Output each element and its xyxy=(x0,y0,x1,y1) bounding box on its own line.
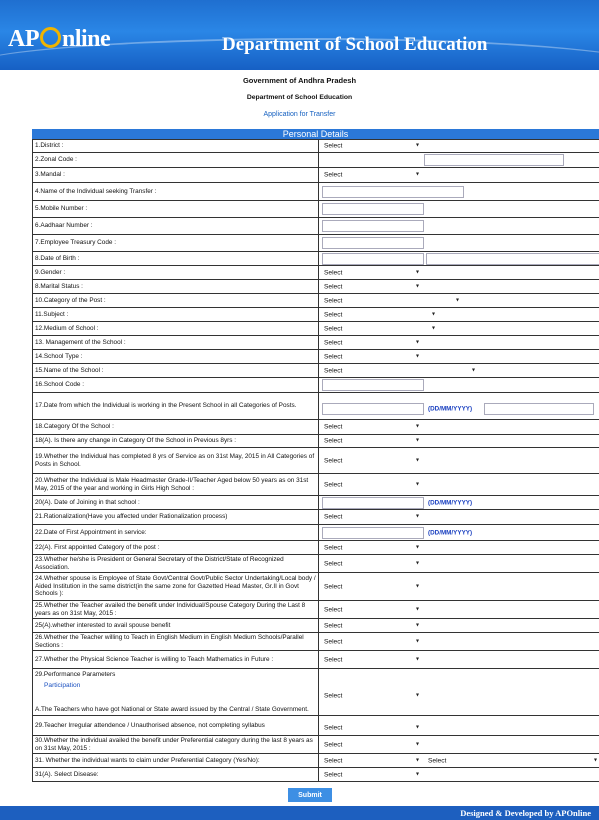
rationalization-select[interactable]: Select ▾ xyxy=(322,513,422,522)
label-english: 26.Whether the Teacher willing to Teach in English Medium in English Medium Schools/Parallel Sections : xyxy=(33,633,319,650)
row-claim-pref xyxy=(32,754,599,768)
label-mobile: 5.Mobile Number : xyxy=(33,201,319,217)
row-management xyxy=(32,336,599,350)
dept-heading: Department of School Education xyxy=(246,94,353,101)
label-first-appointment: 22.Date of First Appointment in service: xyxy=(33,525,319,540)
label-marital: 8.Marital Status : xyxy=(33,280,319,293)
label-zonal: 2.Zonal Code : xyxy=(33,153,319,167)
category-school-select[interactable]: Select ▾ xyxy=(322,423,422,432)
label-management: 13. Management of the School : xyxy=(33,336,319,349)
school-code-input[interactable] xyxy=(322,379,424,391)
label-category-school: 18.Category Of the School : xyxy=(33,420,319,434)
date-working-input[interactable] xyxy=(322,403,424,415)
chevron-down-icon: ▾ xyxy=(593,757,597,763)
label-doj: 20(A). Date of Joining in that school : xyxy=(33,496,319,509)
preferential-select[interactable]: Select ▾ xyxy=(322,740,422,749)
row-mandal xyxy=(32,168,599,183)
label-claim-pref: 31. Whether the individual wants to claim under Preferential Category (Yes/No): xyxy=(33,754,319,767)
submit-button[interactable]: Submit xyxy=(288,788,332,802)
change-category-select[interactable]: Select ▾ xyxy=(322,437,422,446)
category-post-select[interactable]: Select ▾ xyxy=(322,296,462,305)
physical-select[interactable]: Select ▾ xyxy=(322,655,422,664)
row-doj xyxy=(32,496,599,510)
row-disease xyxy=(32,768,599,782)
date-working-extra-input[interactable] xyxy=(484,403,594,415)
label-completed-8yrs: 19.Whether the Individual has completed 8 yrs of Service as on 31st May, 2015 in All Categories of Posts in School. xyxy=(33,448,319,473)
chevron-down-icon: ▾ xyxy=(415,481,419,487)
row-district xyxy=(32,139,599,153)
label-name: 4.Name of the Individual seeking Transfer : xyxy=(33,183,319,200)
spouse-benefit-select[interactable]: Select ▾ xyxy=(322,605,422,614)
chevron-down-icon: ▾ xyxy=(431,311,435,317)
label-physical: 27.Whether the Physical Science Teacher is willing to Teach Mathematics in Future : xyxy=(33,651,319,668)
chevron-down-icon: ▾ xyxy=(415,622,419,628)
row-zonal xyxy=(32,153,599,168)
chevron-down-icon: ▾ xyxy=(415,656,419,662)
label-irregular: 29.Teacher Irregular attendence / Unauthorised absence, not completing syllabus xyxy=(33,716,319,735)
chevron-down-icon: ▾ xyxy=(415,771,419,777)
label-award: A.The Teachers who have got National or State award issued by the Central / State Government. xyxy=(33,681,319,715)
row-first-category xyxy=(32,541,599,555)
row-marital xyxy=(32,280,599,294)
row-interested xyxy=(32,619,599,633)
chevron-down-icon: ▾ xyxy=(415,339,419,345)
chevron-down-icon: ▾ xyxy=(415,606,419,612)
zonal-code-input[interactable] xyxy=(424,154,564,166)
label-change-category: 18(A). Is there any change in Category Of the School in Previous 8yrs : xyxy=(33,435,319,447)
date-format-hint: (DD/MM/YYYY) xyxy=(428,405,473,413)
chevron-down-icon: ▾ xyxy=(415,142,419,149)
row-rationalization xyxy=(32,510,599,525)
label-mandal: 3.Mandal : xyxy=(33,168,319,182)
row-award xyxy=(32,681,599,716)
label-category-post: 10.Category of the Post : xyxy=(33,294,319,307)
row-subject xyxy=(32,308,599,322)
chevron-down-icon: ▾ xyxy=(415,283,419,289)
row-preferential xyxy=(32,736,599,754)
chevron-down-icon: ▾ xyxy=(415,437,419,444)
row-treasury xyxy=(32,235,599,252)
chevron-down-icon: ▾ xyxy=(415,457,419,463)
chevron-down-icon: ▾ xyxy=(415,269,419,275)
label-school-type: 14.School Type : xyxy=(33,350,319,363)
participation-subheading: Participation xyxy=(44,682,81,689)
label-school-name: 15.Name of the School : xyxy=(33,364,319,377)
chevron-down-icon: ▾ xyxy=(415,353,419,359)
label-district: 1.District : xyxy=(33,140,319,152)
first-category-select[interactable]: Select ▾ xyxy=(322,543,422,552)
management-select[interactable]: Select ▾ xyxy=(322,338,422,347)
row-dob xyxy=(32,252,599,266)
row-spouse-benefit xyxy=(32,601,599,619)
dob-input[interactable] xyxy=(322,253,424,265)
label-gender: 9.Gender : xyxy=(33,266,319,279)
spouse-select[interactable]: Select ▾ xyxy=(322,582,422,591)
row-change-category xyxy=(32,435,599,448)
chevron-down-icon: ▾ xyxy=(431,325,435,331)
chevron-down-icon: ▾ xyxy=(415,513,419,520)
chevron-down-icon: ▾ xyxy=(415,171,419,178)
row-school-code xyxy=(32,378,599,393)
chevron-down-icon: ▾ xyxy=(415,724,419,731)
label-disease: 31(A). Select Disease: xyxy=(33,768,319,781)
department-title: Department of School Education xyxy=(222,34,488,55)
footer-bar xyxy=(0,806,599,820)
row-physical xyxy=(32,651,599,669)
claim-pref-detail-select[interactable]: Select ▾ xyxy=(426,756,599,765)
chevron-down-icon: ▾ xyxy=(415,692,419,699)
logo-o-icon xyxy=(40,27,61,48)
subject-select[interactable]: Select ▾ xyxy=(322,310,438,319)
row-gender xyxy=(32,266,599,280)
row-performance xyxy=(32,669,599,681)
chevron-down-icon: ▾ xyxy=(415,583,419,589)
label-male-hm: 20.Whether the Individual is Male Headmaster Grade-II/Teacher Aged below 50 years as on 31st May, 2015 of the year and working in Girls High School : xyxy=(33,474,319,495)
district-select[interactable]: Select ▾ xyxy=(322,142,422,151)
row-date-working xyxy=(32,393,599,420)
govt-heading: Government of Andhra Pradesh xyxy=(242,76,357,85)
doj-input[interactable] xyxy=(322,497,424,509)
label-rationalization: 21.Rationalization(Have you affected under Rationalization process) xyxy=(33,510,319,524)
label-interested: 25(A).whether interested to avail spouse benefit xyxy=(33,619,319,632)
medium-select[interactable]: Select ▾ xyxy=(322,324,438,333)
english-select[interactable]: Select ▾ xyxy=(322,637,422,646)
row-school-name xyxy=(32,364,599,378)
chevron-down-icon: ▾ xyxy=(415,757,419,763)
header-banner xyxy=(0,0,599,70)
doj-format-hint: (DD/MM/YYYY) xyxy=(428,499,473,506)
award-select[interactable]: Select ▾ xyxy=(322,692,422,701)
name-input[interactable] xyxy=(322,186,464,198)
chevron-down-icon: ▾ xyxy=(471,367,475,373)
row-school-type xyxy=(32,350,599,364)
row-irregular xyxy=(32,716,599,736)
aponline-logo: AP nline xyxy=(8,26,111,52)
label-date-working: 17.Date from which the Individual is working in the Present School in all Categories of Posts. xyxy=(33,393,319,419)
row-english xyxy=(32,633,599,651)
label-preferential: 30.Whether the individual availed the benefit under Preferential category during the last 8 years as on 31st May, 2015 : xyxy=(33,736,319,753)
row-completed-8yrs xyxy=(32,448,599,474)
row-mobile xyxy=(32,201,599,218)
chevron-down-icon: ▾ xyxy=(415,423,419,430)
president-select[interactable]: Select ▾ xyxy=(322,559,422,568)
label-aadhaar: 6.Aadhaar Number : xyxy=(33,218,319,234)
completed-8yrs-select[interactable]: Select ▾ xyxy=(322,456,422,465)
label-president: 23.Whether he/she is President or General Secretary of the District/State of Recognized Association. xyxy=(33,555,319,572)
section-personal-details: Personal Details xyxy=(32,129,599,139)
gender-select[interactable]: Select ▾ xyxy=(322,268,422,277)
chevron-down-icon: ▾ xyxy=(415,544,419,550)
first-appointment-format-hint: (DD/MM/YYYY) xyxy=(428,529,473,536)
label-treasury: 7.Employee Treasury Code : xyxy=(33,235,319,251)
label-medium: 12.Medium of School : xyxy=(33,322,319,335)
label-performance: 29.Performance Parameters xyxy=(33,669,319,681)
row-aadhaar xyxy=(32,218,599,235)
application-heading: Application for Transfer xyxy=(263,111,336,118)
interested-select[interactable]: Select ▾ xyxy=(322,621,422,630)
label-first-category: 22(A). First appointed Category of the post : xyxy=(33,541,319,554)
row-president xyxy=(32,555,599,573)
row-category-post xyxy=(32,294,599,308)
disease-select[interactable]: Select ▾ xyxy=(322,770,422,779)
male-hm-select[interactable]: Select ▾ xyxy=(322,480,422,489)
claim-pref-select[interactable]: Select ▾ xyxy=(322,756,422,765)
row-name xyxy=(32,183,599,201)
mobile-input[interactable] xyxy=(322,203,424,215)
chevron-down-icon: ▾ xyxy=(415,741,419,747)
row-category-school xyxy=(32,420,599,435)
label-spouse: 24.Whether spouse is Employee of State Govt/Central Govt/Public Sector Undertaking/Local body / Aided Institution in the same district(in the same zone for Gazetted Head Master, Gr.II in Govt Schools ): xyxy=(33,573,319,600)
treasury-input[interactable] xyxy=(322,237,424,249)
mandal-select[interactable]: Select ▾ xyxy=(322,171,422,180)
school-name-select[interactable]: Select ▾ xyxy=(322,366,478,375)
chevron-down-icon: ▾ xyxy=(455,297,459,303)
school-type-select[interactable]: Select ▾ xyxy=(322,352,422,361)
label-subject: 11.Subject : xyxy=(33,308,319,321)
row-spouse xyxy=(32,573,599,601)
chevron-down-icon: ▾ xyxy=(415,560,419,566)
label-school-code: 16.School Code : xyxy=(33,378,319,392)
footer-credit: Designed & Developed by APOnline xyxy=(460,808,591,818)
row-first-appointment xyxy=(32,525,599,541)
label-dob: 8.Date of Birth : xyxy=(33,252,319,265)
row-male-hm xyxy=(32,474,599,496)
label-spouse-benefit: 25.Whether the Teacher availed the benefit under Individual/Spouse Category During the Last 8 years as on 31st May, 2015 : xyxy=(33,601,319,618)
aadhaar-input[interactable] xyxy=(322,220,424,232)
irregular-select[interactable]: Select ▾ xyxy=(322,724,422,733)
chevron-down-icon: ▾ xyxy=(415,638,419,644)
row-medium xyxy=(32,322,599,336)
dob-format-input[interactable] xyxy=(426,253,599,265)
marital-select[interactable]: Select ▾ xyxy=(322,282,422,291)
first-appointment-input[interactable] xyxy=(322,527,424,539)
